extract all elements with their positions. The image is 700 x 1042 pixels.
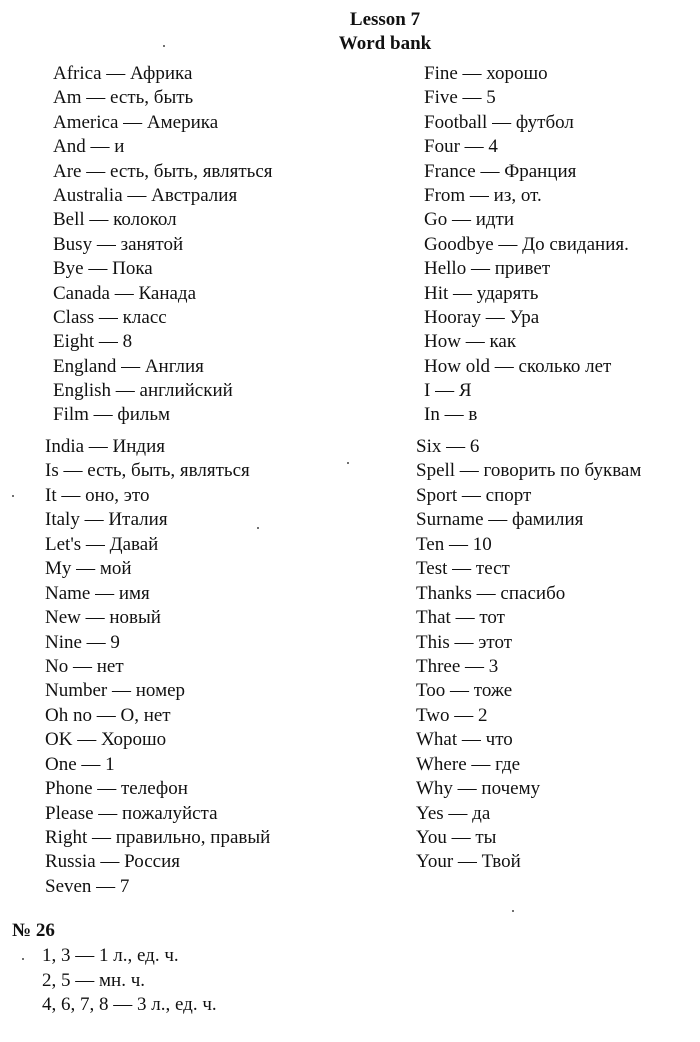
word-entry: Russia — Россия — [45, 851, 181, 873]
word-entry: Are — есть, быть, являться — [53, 160, 273, 182]
word-entry: Right — правильно, правый — [45, 827, 271, 848]
word-entry: That — тот — [416, 607, 505, 629]
word-list-column-1 — [53, 62, 273, 428]
word-entry: One — 1 — [45, 753, 115, 775]
word-entry: How — как — [424, 331, 517, 353]
word-entry: I — Я — [424, 380, 472, 402]
word-entry: Sport — спорт — [416, 484, 532, 506]
word-entry: Bell — колокол — [53, 209, 177, 231]
word-entry: From — из, от. — [424, 184, 542, 206]
word-entry: Seven — 7 — [45, 875, 130, 897]
word-entry: New — новый — [45, 607, 161, 629]
word-entry: Ten — 10 — [416, 533, 492, 555]
word-entry: Go — идти — [424, 209, 515, 231]
word-entry: Canada — Канада — [53, 282, 197, 304]
word-entry: This — этот — [416, 631, 513, 653]
scan-speck — [512, 910, 514, 912]
word-entry: Too — тоже — [416, 680, 513, 702]
scan-speck — [12, 495, 14, 497]
word-entry: How old — сколько лет — [424, 355, 612, 377]
answer-line: 4, 6, 7, 8 — 3 л., ед. ч. — [42, 994, 217, 1015]
word-entry: English — английский — [53, 380, 233, 402]
word-entry: India — Индия — [45, 436, 166, 457]
word-entry: And — и — [53, 136, 125, 158]
word-entry: OK — Хорошо — [45, 729, 167, 751]
word-list-column-2 — [424, 62, 629, 428]
word-entry: Name — имя — [45, 582, 150, 604]
word-entry: Two — 2 — [416, 704, 488, 726]
word-entry: Four — 4 — [424, 136, 498, 158]
word-entry: Am — есть, быть — [53, 87, 194, 109]
word-entry: Football — футбол — [424, 111, 574, 133]
scan-speck — [347, 462, 349, 464]
word-entry: Five — 5 — [424, 87, 496, 109]
word-entry: What — что — [416, 729, 513, 751]
word-entry: Please — пожалуйста — [45, 802, 218, 824]
word-entry: Hooray — Ура — [424, 306, 540, 328]
word-entry: Number — номер — [45, 680, 186, 702]
word-entry: Six — 6 — [416, 436, 480, 457]
word-entry: Hit — ударять — [424, 282, 539, 304]
word-entry: Film — фильм — [53, 404, 171, 426]
word-entry: My — мой — [45, 558, 132, 580]
word-entry: Yes — да — [416, 802, 491, 824]
word-entry: Oh no — О, нет — [45, 704, 171, 726]
word-entry: America — Америка — [53, 111, 219, 133]
lesson-title: Lesson 7 — [349, 9, 421, 30]
word-entry: Class — класс — [53, 306, 167, 328]
scan-speck — [22, 958, 24, 960]
word-entry: Surname — фамилия — [416, 509, 584, 531]
word-entry: Thanks — спасибо — [416, 582, 566, 604]
answer-line: 1, 3 — 1 л., ед. ч. — [42, 945, 179, 966]
word-entry: No — нет — [45, 655, 124, 677]
answer-line: 2, 5 — мн. ч. — [42, 969, 145, 991]
word-entry: Australia — Австралия — [53, 184, 238, 206]
word-entry: Phone — телефон — [45, 778, 188, 800]
word-entry: Hello — привет — [424, 258, 551, 280]
exercise-number: № 26 — [12, 920, 55, 941]
word-entry: Why — почему — [416, 778, 541, 800]
word-entry: Is — есть, быть, являться — [45, 460, 250, 482]
word-list-column-3 — [45, 435, 270, 899]
exercise-answers — [42, 944, 217, 1018]
word-entry: In — в — [424, 404, 478, 426]
word-entry: You — ты — [416, 827, 497, 848]
word-entry: Goodbye — До свидания. — [424, 233, 629, 255]
word-list-column-4 — [416, 435, 641, 875]
word-entry: Your — Твой — [416, 851, 521, 873]
word-entry: Nine — 9 — [45, 631, 120, 653]
word-entry: Where — где — [416, 753, 521, 775]
word-entry: Three — 3 — [416, 655, 499, 677]
word-entry: France — Франция — [424, 160, 577, 182]
word-entry: England — Англия — [53, 355, 204, 377]
word-entry: Spell — говорить по буквам — [416, 460, 642, 482]
word-entry: Italy — Италия — [45, 509, 168, 531]
word-entry: It — оно, это — [45, 484, 150, 506]
word-entry: Bye — Пока — [53, 258, 153, 280]
word-entry: Fine — хорошо — [424, 63, 548, 84]
word-entry: Busy — занятой — [53, 233, 184, 255]
word-entry: Eight — 8 — [53, 331, 133, 353]
word-entry: Africa — Африка — [53, 63, 193, 84]
scan-speck — [163, 45, 165, 47]
word-entry: Let's — Давай — [45, 533, 159, 555]
word-entry: Test — тест — [416, 558, 510, 580]
scan-speck — [257, 527, 259, 529]
word-bank-heading: Word bank — [338, 33, 432, 54]
